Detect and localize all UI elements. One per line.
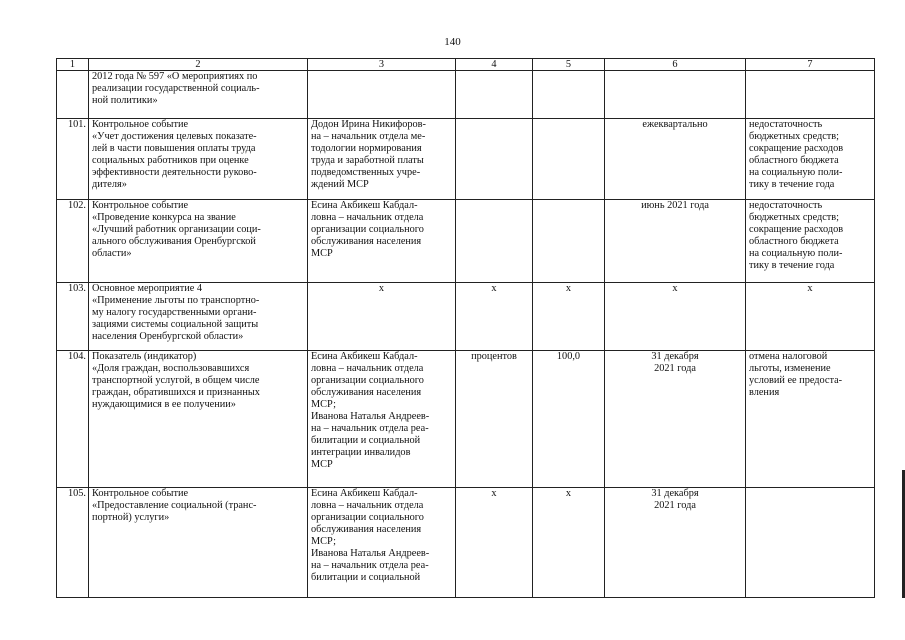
responsible-cell: Есина Акбикеш Кабдал- ловна – начальник отдела организации социального обслуживания населения МСР; Иванова Наталья Андреев- на – начальник отдела реа- билитации и социальной интеграции инвалидов МСР — [308, 351, 456, 488]
risks-cell: недостаточность бюджетных средств; сокращение расходов областного бюджета на социальную поли- тику в течение года — [746, 119, 875, 200]
table-row — [57, 200, 875, 283]
table-row — [57, 488, 875, 598]
header-cell: 1 — [57, 59, 89, 71]
value-cell — [533, 119, 605, 200]
deadline-cell: 31 декабря 2021 года — [605, 488, 746, 598]
deadline-cell: 31 декабря 2021 года — [605, 351, 746, 488]
value-cell — [533, 71, 605, 119]
event-name-cell: Показатель (индикатор) «Доля граждан, воспользовавшихся транспортной услугой, в общем числе граждан, обратившихся и признанных нуждающимися в ее получении» — [89, 351, 308, 488]
responsible-cell: Есина Акбикеш Кабдал- ловна – начальник отдела организации социального обслуживания населения МСР; Иванова Наталья Андреев- на – начальник отдела реа- билитации и социальной — [308, 488, 456, 598]
risks-cell: х — [746, 283, 875, 351]
deadline-cell: июнь 2021 года — [605, 200, 746, 283]
unit-cell: х — [456, 488, 533, 598]
value-cell: 100,0 — [533, 351, 605, 488]
unit-cell: процентов — [456, 351, 533, 488]
page-number: 140 — [444, 36, 461, 48]
deadline-cell: х — [605, 283, 746, 351]
risks-cell — [746, 488, 875, 598]
responsible-cell: х — [308, 283, 456, 351]
unit-cell — [456, 71, 533, 119]
row-number: 104. — [57, 351, 89, 488]
value-cell: х — [533, 488, 605, 598]
table-row — [57, 351, 875, 488]
risks-cell: недостаточность бюджетных средств; сокращение расходов областного бюджета на социальную поли- тику в течение года — [746, 200, 875, 283]
responsible-cell: Додон Ирина Никифоров- на – начальник отдела ме- тодологии нормирования труда и заработной платы подведомственных учре- ждений МСР — [308, 119, 456, 200]
table-row — [57, 283, 875, 351]
header-cell: 5 — [533, 59, 605, 71]
table-row — [57, 71, 875, 119]
row-number: 103. — [57, 283, 89, 351]
row-number: 105. — [57, 488, 89, 598]
header-cell: 2 — [89, 59, 308, 71]
deadline-cell — [605, 71, 746, 119]
deadline-cell: ежеквартально — [605, 119, 746, 200]
risks-cell — [746, 71, 875, 119]
table-row — [57, 119, 875, 200]
event-name-cell: 2012 года № 597 «О мероприятиях по реализации государственной социаль- ной политики» — [89, 71, 308, 119]
document-table — [56, 58, 875, 598]
unit-cell — [456, 119, 533, 200]
responsible-cell: Есина Акбикеш Кабдал- ловна – начальник отдела организации социального обслуживания населения МСР — [308, 200, 456, 283]
table-header-row — [57, 59, 875, 71]
row-number: 101. — [57, 119, 89, 200]
row-number: 102. — [57, 200, 89, 283]
header-cell: 7 — [746, 59, 875, 71]
value-cell — [533, 200, 605, 283]
responsible-cell — [308, 71, 456, 119]
event-name-cell: Контрольное событие «Проведение конкурса на звание «Лучший работник организации соци- ального обслуживания Оренбургской области» — [89, 200, 308, 283]
event-name-cell: Контрольное событие «Учет достижения целевых показате- лей в части повышения оплаты труда социальных работников при оценке эффективности деятельности руково- дителя» — [89, 119, 308, 200]
header-cell: 4 — [456, 59, 533, 71]
unit-cell: х — [456, 283, 533, 351]
row-number — [57, 71, 89, 119]
event-name-cell: Контрольное событие «Предоставление социальной (транс- портной) услуги» — [89, 488, 308, 598]
value-cell: х — [533, 283, 605, 351]
unit-cell — [456, 200, 533, 283]
header-cell: 6 — [605, 59, 746, 71]
header-cell: 3 — [308, 59, 456, 71]
risks-cell: отмена налоговой льготы, изменение условий ее предоста- вления — [746, 351, 875, 488]
event-name-cell: Основное мероприятие 4 «Применение льготы по транспортно- му налогу государственными органи- зациями системы социальной защиты населения Оренбургской области» — [89, 283, 308, 351]
